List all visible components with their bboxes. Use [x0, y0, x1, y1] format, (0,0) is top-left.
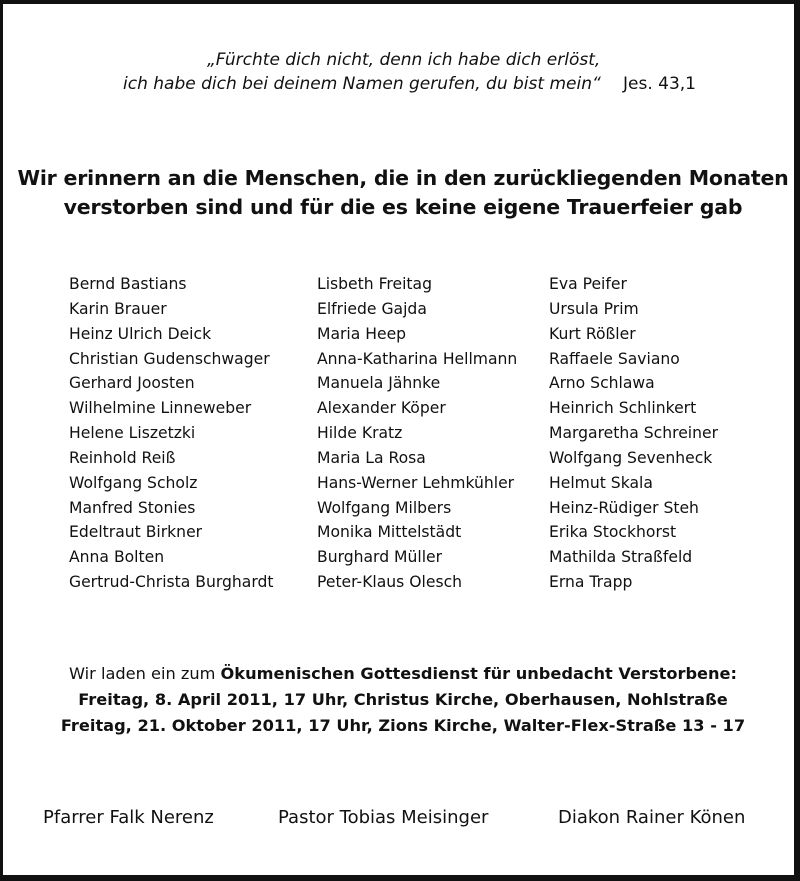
name-entry: Ursula Prim [549, 299, 639, 318]
service-title: Ökumenischen Gottesdienst für unbedacht Verstorbene: [220, 664, 737, 683]
name-entry: Gertrud-Christa Burghardt [69, 573, 274, 592]
name-entry: Margaretha Schreiner [549, 424, 719, 443]
headline-line-1: Wir erinnern an die Menschen, die in den zurückliegenden Monaten [17, 166, 789, 190]
invitation-line [3, 661, 800, 687]
name-entry: Wolfgang Milbers [317, 498, 452, 517]
service-date-1-text: Freitag, 8. April 2011, 17 Uhr, Christus Kirche, Oberhausen, Nohlstraße [78, 690, 728, 709]
name-entry: Bernd Bastians [69, 275, 187, 293]
name-entry: Wolfgang Sevenheck [549, 448, 713, 467]
name-entry: Gerhard Joosten [69, 374, 195, 393]
name-entry: Arno Schlawa [549, 374, 655, 393]
name-entry: Heinrich Schlinkert [549, 399, 697, 418]
names-list [3, 272, 800, 602]
name-entry: Kurt Rößler [549, 324, 636, 343]
name-entry: Helmut Skala [549, 473, 653, 492]
signature-pfarrer: Pfarrer Falk Nerenz [43, 807, 214, 828]
headline [3, 164, 800, 222]
name-entry: Anna-Katharina Hellmann [317, 349, 518, 368]
invitation-intro: Wir laden ein zum [69, 664, 221, 683]
name-entry: Karin Brauer [69, 299, 167, 318]
service-invitation [3, 661, 800, 739]
service-date-1 [3, 687, 800, 713]
name-entry: Manfred Stonies [69, 498, 196, 517]
name-entry: Hans-Werner Lehmkühler [317, 473, 515, 492]
quote-line-2: ich habe dich bei deinem Namen gerufen, du bist mein“ [123, 74, 601, 94]
signature-pastor: Pastor Tobias Meisinger [278, 807, 489, 828]
name-entry: Peter-Klaus Olesch [317, 573, 463, 592]
name-entry: Maria La Rosa [317, 448, 426, 467]
name-entry: Anna Bolten [69, 548, 165, 567]
name-entry: Raffaele Saviano [549, 349, 680, 368]
name-entry: Monika Mittelstädt [317, 523, 462, 542]
name-entry: Helene Liszetzki [69, 424, 196, 443]
name-entry: Lisbeth Freitag [317, 275, 432, 293]
headline-line-2: verstorben sind und für die es keine eigene Trauerfeier gab [63, 195, 743, 219]
name-entry: Maria Heep [317, 324, 407, 343]
signature-diakon: Diakon Rainer Könen [558, 807, 746, 828]
name-entry: Burghard Müller [317, 548, 443, 567]
names-column-2 [317, 272, 517, 595]
name-entry: Hilde Kratz [317, 424, 403, 443]
name-entry: Erna Trapp [549, 573, 633, 592]
name-entry: Elfriede Gajda [317, 299, 427, 318]
name-entry: Wolfgang Scholz [69, 473, 198, 492]
name-entry: Mathilda Straßfeld [549, 548, 693, 567]
names-column-1 [69, 272, 274, 595]
name-entry: Reinhold Reiß [69, 448, 176, 467]
name-entry: Heinz-Rüdiger Steh [549, 498, 699, 517]
quote-line-1: „Fürchte dich nicht, denn ich habe dich erlöst, [207, 50, 601, 70]
quote-reference: Jes. 43,1 [623, 74, 696, 94]
name-entry: Wilhelmine Linneweber [69, 399, 252, 418]
name-entry: Alexander Köper [317, 399, 446, 418]
service-date-2-text: Freitag, 21. Oktober 2011, 17 Uhr, Zions Kirche, Walter-Flex-Straße 13 - 17 [60, 716, 746, 735]
names-column-3 [549, 272, 718, 595]
name-entry: Eva Peifer [549, 275, 627, 293]
name-entry: Edeltraut Birkner [69, 523, 203, 542]
name-entry: Erika Stockhorst [549, 523, 677, 542]
service-date-2 [3, 713, 800, 739]
name-entry: Christian Gudenschwager [69, 349, 270, 368]
name-entry: Heinz Ulrich Deick [69, 324, 212, 343]
name-entry: Manuela Jähnke [317, 374, 441, 393]
